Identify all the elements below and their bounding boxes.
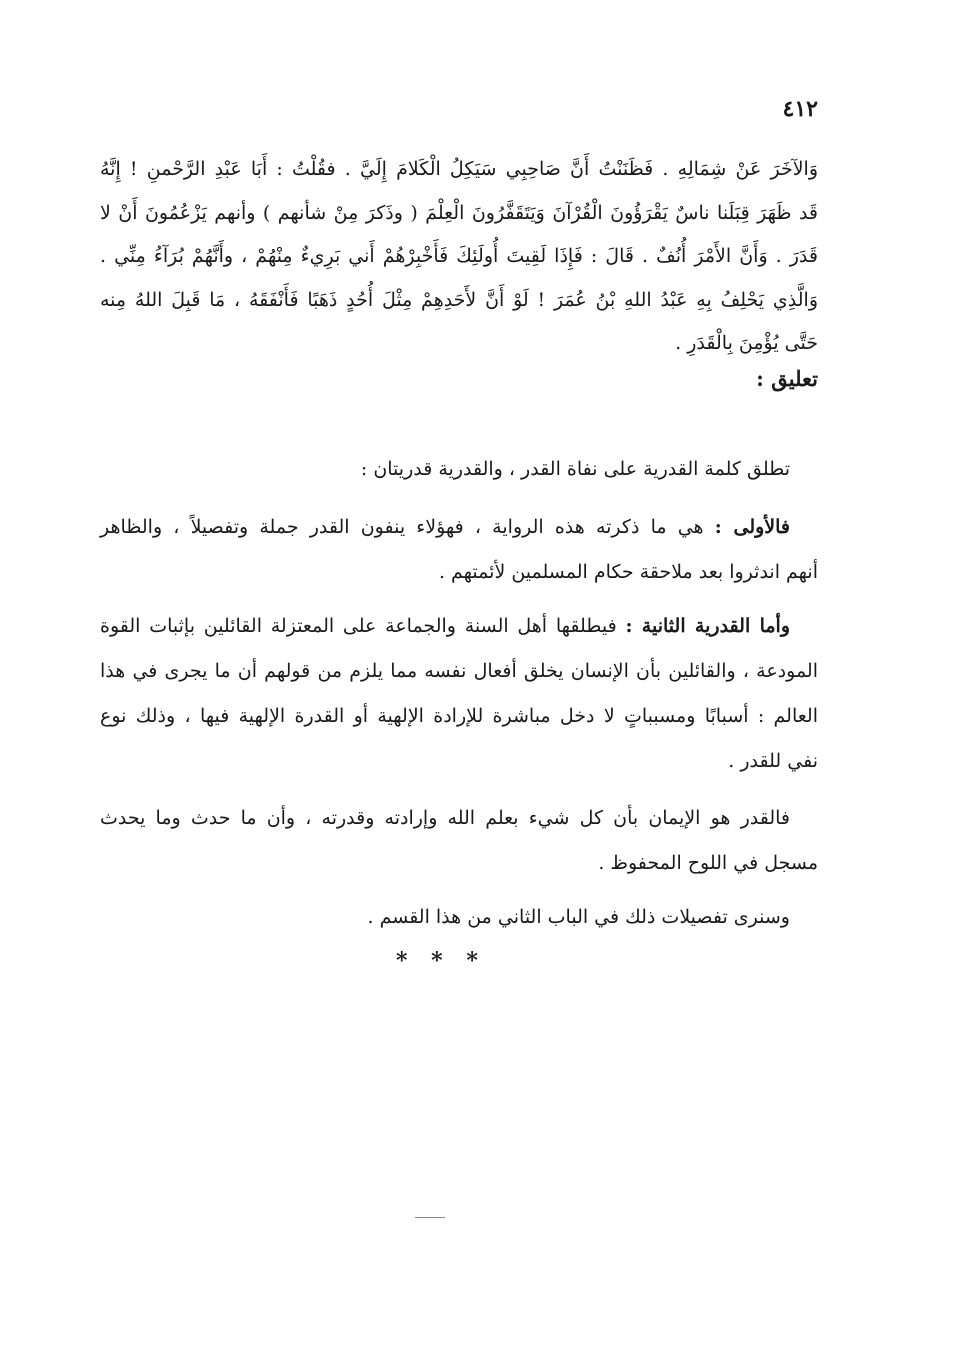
paragraph-closing [100, 895, 818, 940]
paragraph-qadar-definition [100, 796, 818, 886]
paragraph-first-type [100, 505, 818, 595]
paragraph-line: نفي للقدر . [728, 750, 818, 772]
paragraph-line [100, 505, 818, 550]
paragraph-second-type [100, 604, 818, 784]
hadith-line: وَالآخَرَ عَنْ شِمَالِهِ . فَظَنَنْتُ أَنَّ صَاحِبِي سَيَكِلُ الْكَلامَ إِلَيَّ . فقُلْتُ : أَبَا عَبْدِ الرَّحْمنِ ! إِنَّهُ [100, 158, 818, 180]
hadith-line: وَالَّذِي يَحْلِفُ بِهِ عَبْدُ اللهِ بْنُ عُمَرَ ! لَوْ أَنَّ لأَحَدِهِمْ مِثْلَ أُحُدٍ ذَهَبًا فَأَنْفَقَهُ ، مَا قَبِلَ اللهُ مِنه [100, 288, 818, 311]
hadith-text [100, 148, 818, 366]
section-heading: تعليق : [756, 366, 818, 391]
hadith-line: حَتَّى يُؤْمِنَ بِالْقَدَرِ . [675, 332, 818, 354]
paragraph-line: مسجل في اللوح المحفوظ . [598, 852, 818, 874]
paragraph-lead: فالأولى : [714, 516, 790, 538]
paragraph-lead: وأما القدرية الثانية : [625, 615, 790, 637]
section-separator-stars: * * * [396, 948, 486, 974]
paragraph-line: أنهم اندثروا بعد ملاحقة حكام المسلمين لأئمتهم . [438, 561, 818, 583]
hadith-line: قَد ظَهَرَ قِبَلَنا ناسٌ يَقْرَؤُونَ الْقُرْآنَ وَيَتَقَفَّرُونَ الْعِلْمَ ( وذَكرَ مِنْ شأنهم ) وأنهم يَزْعُمُونَ أَنْ لا [100, 201, 818, 224]
paragraph-line: العالم : أسبابًا ومسبباتٍ لا دخل مباشرة للإرادة الإلهية أو القدرة الإلهية فيها ، وذلك نوع [100, 705, 818, 727]
hadith-line: قَدَرَ . وَأَنَّ الأَمْرَ أُنُفٌ . قَالَ : فَإِذَا لَقِيتَ أُولَئِكَ فَأَخْبِرْهُمْ أَني بَرِيءٌ مِنْهُمْ ، وأَنَّهُمْ بُرَآءُ مِنِّي . [100, 245, 818, 267]
footer-rule [415, 1217, 445, 1218]
paragraph-line: المودعة ، والقائلين بأن الإنسان يخلق أفعال نفسه مما يلزم من قولهم أن ما يجرى في هذا [100, 660, 818, 682]
paragraph-line: تطلق كلمة القدرية على نفاة القدر ، والقدرية قدريتان : [360, 458, 790, 480]
paragraph-line-text: فيطلقها أهل السنة والجماعة على المعتزلة القائلين بإثبات القوة [100, 615, 617, 637]
paragraph-intro [100, 447, 818, 492]
paragraph-line [100, 604, 818, 649]
page-number: ٤١٢ [782, 96, 818, 122]
paragraph-line-text: هي ما ذكرته هذه الرواية ، فهؤلاء ينفون القدر جملة وتفصيلاً ، والظاهر [100, 516, 704, 538]
paragraph-line: وسنرى تفصيلات ذلك في الباب الثاني من هذا القسم . [367, 906, 790, 928]
paragraph-line: فالقدر هو الإيمان بأن كل شيء بعلم الله وإرادته وقدرته ، وأن ما حدث وما يحدث [100, 807, 790, 829]
